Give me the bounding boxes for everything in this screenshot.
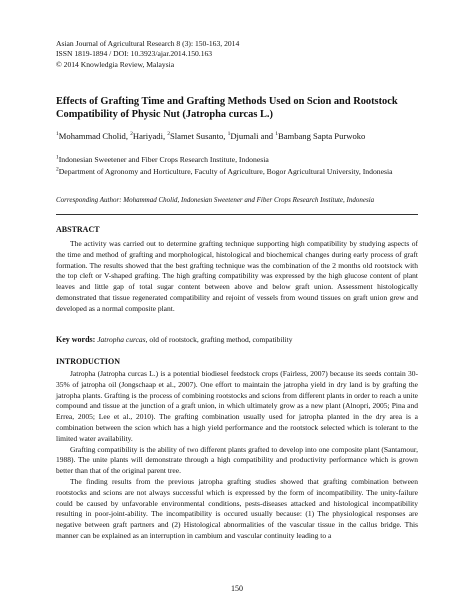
keywords-italic: Jatropha curcas, xyxy=(97,335,148,344)
paragraph: Jatropha (Jatropha curcas L.) is a potential biodiesel feedstock crops (Fairless, 2007) because its seeds contain 30-35% of jatropha oil (Jongschaap et al., 2007). One effort to maintain the jatropha yield in dry land is by grafting the jatropha plants. Grafting is the process of combining rootstocks and scions from different plants in order to reach a unite compound and tissue at the junction of a graft union, in which ultimately grow as a new plant (Alnopri, 2005; Pina and Errea, 2005; Lee et al., 2010). The grafting combination usually used for jatropha planted in the dry area is a combination between the scion which has a high yield performance and the rootstock selected which is tolerant to the limited water availability. xyxy=(56,369,418,443)
page-number: 150 xyxy=(231,584,243,593)
divider xyxy=(56,214,418,215)
affiliation: $^1$Indonesian Sweetener and Fiber Crops Research Institute, Indonesia xyxy=(56,154,269,164)
paragraph: The finding results from the previous jatropha grafting studies showed that grafting combination between rootstocks and scions are not always successful which is expressed by the form of incompatibility. The unity-failure could be caused by unfavorable environmental conditions, pests-diseases attacked and histological incompatibility resulting in poor-joint-ability. The incompatibility is occured usually because: (1) The physiological responses are negative between graft partners and (2) Histological abnormalities of the vascular tissue in the callus bridge. This manner can be explained as an interruption in cambium and vascular continuity leading to a xyxy=(56,476,418,540)
affiliation: $^2$Department of Agronomy and Horticulture, Faculty of Agriculture, Bogor Agricultural University, Indonesia xyxy=(56,166,393,177)
journal-issn-doi: ISSN 1819-1894 / DOI: 10.3923/ajar.2014.150.163 xyxy=(56,49,213,59)
abstract-text: The activity was carried out to determine grafting technique supporting high compatibility by studying aspects of the time and method of grafting and morphological, histological and biochemical changes during early process of graft formation. The results showed that the best grafting technique was the combination of the 2 months old rootstock with the top cleft or V-shaped grafting. The high grafting compatibility was expressed by the high glucose content of plant leaves and little gap of total sugar content between above and below graft union. Assessment histologically demonstrated that tissue regenerated compatibility and rejoint of vessels from wound tissues on graft union grew and developed as a normal composite plant. xyxy=(56,239,418,313)
introduction-body xyxy=(56,369,418,542)
journal-copyright: © 2014 Knowledgia Review, Malaysia xyxy=(56,59,175,69)
journal-citation: Asian Journal of Agricultural Research 8 (3): 150-163, 2014 xyxy=(56,39,240,48)
author: $^2$Hariyadi, xyxy=(130,131,166,141)
author: $^1$Djumali xyxy=(227,131,259,141)
paragraph: Grafting compatibility is the ability of two different plants grafted to develop into one composite plant (Santamour, 1988). The unite plants will demonstrate through a high compatibility and productivity performance which is grown better than that of the original parent tree. xyxy=(56,444,418,476)
author: $^2$Slamet Susanto, xyxy=(167,131,226,141)
keywords xyxy=(56,335,418,346)
author-conjunction: and xyxy=(260,131,274,141)
journal-header xyxy=(56,39,418,70)
author: $^1$Bambang Sapta Purwoko xyxy=(275,131,366,141)
abstract-heading: ABSTRACT xyxy=(56,225,100,234)
introduction-heading: INTRODUCTION xyxy=(56,357,121,366)
paper-title: Effects of Grafting Time and Grafting Methods Used on Scion and Rootstock Compatibility of Physic Nut (Jatropha curcas L.) xyxy=(56,96,398,121)
author-list xyxy=(56,130,418,142)
affiliations xyxy=(56,155,418,180)
corresponding-author: Corresponding Author: Mohammad Cholid, Indonesian Sweetener and Fiber Crops Research Institute, Indonesia xyxy=(56,196,375,204)
keywords-list: old of rootstock, grafting method, compatibility xyxy=(147,335,293,344)
author: $^1$Mohammad Cholid, xyxy=(56,131,128,141)
keywords-label: Key words: xyxy=(56,335,96,344)
